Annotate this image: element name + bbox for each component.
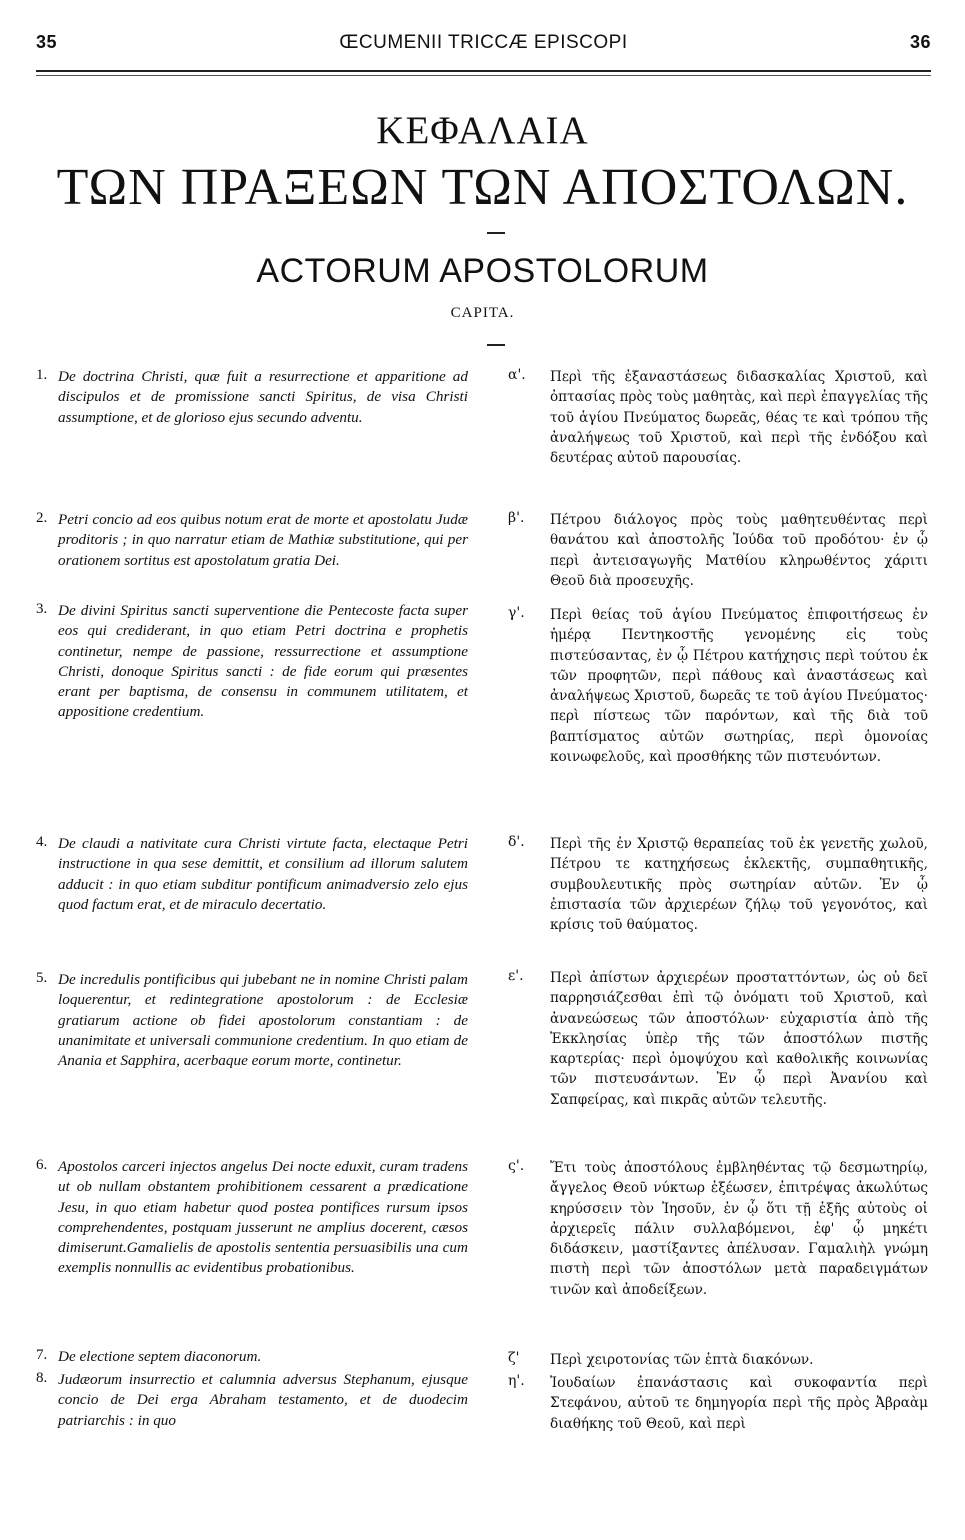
greek-chapter-1 <box>508 367 928 468</box>
chapter-number: 8. <box>36 1370 48 1386</box>
chapter-text: De claudi a nativitate cura Christi virtute facta, electaque Petri instructione in qua sese demittit, et consilium ad illorum salutem adducit : in quo etiam subditur pontificum animadversio zelo ejus quod factum erat, et de miraculo decertatio. <box>58 835 468 913</box>
chapter-text: Περὶ χειροτονίας τῶν ἑπτὰ διακόνων. <box>550 1352 814 1368</box>
latin-chapter-3 <box>36 601 468 723</box>
running-head <box>36 32 931 62</box>
latin-title-line1: ACTORUM APOSTOLORUM <box>256 252 709 290</box>
chapter-number: 4. <box>36 834 48 850</box>
chapter-text: Περὶ τῆς ἐν Χριστῷ θεραπείας τοῦ ἐκ γενετῆς χωλοῦ, Πέτρου τε κατηχήσεως ἐκλεκτῆς, συμπαθητικῆς, συμβουλευτικῆς πρὸς σωτηρίαν αὐτῶν. Ἐν ᾧ ἐπιστασία τῶν ἀρχιερέων ζήλῳ τοῦ γεγονότος, καὶ κρίσις τοῦ θαύματος. <box>550 836 928 934</box>
chapter-text: Judæorum insurrectio et calumnia adversus Stephanum, ejusque concio de Dei erga Abraham testamento, et de duodecim patriarchis : in quo <box>58 1371 468 1429</box>
chapter-text: De incredulis pontificibus qui jubebant ne in nomine Christi palam loquerentur, et redintegratione apostolorum : de Ecclesiæ gratiarum actione ob fidei apostolorum constantiam : de unanimitate et universali communione credentium. In quo etiam de Anania et Sapphira, acerbaque eorum morte, continetur. <box>58 971 468 1070</box>
greek-chapter-6 <box>508 1158 928 1300</box>
chapter-text: De divini Spiritus sancti superventione die Pentecoste facta super eos qui crediderant, in quo etiam Petri doctrina e prophetis continetur, nempe de passione, ressurrectione et assumptione Christi, donoque Spiritus sancti : de fide eorum qui præsentes erant per baptisma, de consensu in communem utilitatem, et appositione credentium. <box>58 602 468 721</box>
greek-title-line1: ΚΕΦΑΛΑΙΑ <box>376 109 589 152</box>
header-rule <box>36 70 931 72</box>
chapter-number: γ'. <box>508 605 525 621</box>
latin-chapter-1 <box>36 367 468 428</box>
subtitle-divider <box>487 344 505 346</box>
chapter-number: 7. <box>36 1347 48 1363</box>
latin-chapter-7 <box>36 1347 468 1367</box>
chapter-text: Πέτρου διάλογος πρὸς τοὺς μαθητευθέντας περὶ θανάτου καὶ ἀποστολῆς Ἰούδα τοῦ προδότου· ἐν ᾧ περὶ ἀντεισαγωγῆς Ματθίου κληρωθέντος χάριτι Θεοῦ διὰ προσευχῆς. <box>550 512 928 589</box>
chapter-number: β'. <box>508 510 525 526</box>
chapter-text: Περὶ τῆς ἐξαναστάσεως διδασκαλίας Χριστοῦ, καὶ ὀπτασίας πρὸς τοὺς μαθητὰς, καὶ περὶ ἐπαγγελίας τῆς τοῦ ἁγίου Πνεύματος δωρεᾶς, θέας τε καὶ τρόπου τῆς ἀναλήψεως τοῦ Χριστοῦ, καὶ περὶ τῆς ἐνδόξου καὶ δευτέρας αὐτοῦ παρουσίας. <box>550 369 928 467</box>
running-title: ŒCUMENII TRICCÆ EPISCOPI <box>339 32 628 53</box>
chapter-number: ζ' <box>508 1350 520 1366</box>
header-rule-thin <box>36 75 931 76</box>
chapter-text: Petri concio ad eos quibus notum erat de morte et apostolatu Judæ proditoris ; in quo narratur etiam de Mathiæ substitutione, qui per orationem sortitus est apostolatum gratia Dei. <box>58 511 468 569</box>
latin-chapter-8 <box>36 1370 468 1431</box>
latin-chapter-6 <box>36 1157 468 1279</box>
latin-chapter-4 <box>36 834 468 915</box>
chapter-text: Ἔτι τοὺς ἀποστόλους ἐμβληθέντας τῷ δεσμωτηρίῳ, ἄγγελος Θεοῦ νύκτωρ ἐξέωσεν, ἐπιτρέψας ἀκωλύτως κηρύσσειν τὸν Ἰησοῦν, ἐν ᾧ ὅτι τῇ ἑξῆς αὐτοὺς οἱ ἀρχιερεῖς πάλιν συλλαβόμενοι, ἐφ' ᾧ μηκέτι διδάσκειν, μαστίξαντες ἀπέλυσαν. Γαμαλιὴλ γνώμη πιστὴ περὶ τῶν ἀποστόλων μετὰ παραδειγμάτων τινῶν καὶ ἀποδείξεων. <box>550 1160 928 1298</box>
chapter-number: 3. <box>36 601 48 617</box>
greek-chapter-7 <box>508 1350 928 1370</box>
greek-title-line2: ΤΩΝ ΠΡΑΞΕΩΝ ΤΩΝ ΑΠΟΣΤΟΛΩΝ. <box>56 159 909 216</box>
chapter-number: 2. <box>36 510 48 526</box>
page-number-left: 35 <box>36 32 58 52</box>
page-number-right: 36 <box>909 32 931 52</box>
latin-chapter-2 <box>36 510 468 571</box>
chapter-number: δ'. <box>508 834 525 850</box>
chapter-text: De doctrina Christi, quæ fuit a resurrectione et apparitione ad discipulos et de promissione sancti Spiritus, de visa Christi assumptione, et de glorioso ejus secundo adventu. <box>58 368 468 426</box>
latin-title-line2: CAPITA. <box>450 305 515 321</box>
chapter-number: η'. <box>508 1373 525 1389</box>
chapter-text: Apostolos carceri injectos angelus Dei nocte eduxit, curam tradens ut ob nullam obstantem prohibitionem cessarent a prædicatione Jesu, in quo etiam habetur quod postea pontifices rursum ipsos comprehendentes, postquam jusserunt ne amplius docerent, cæsos dimiserunt.Gamalielis de apostolis sententia persuasibilis una cum exemplis nonnullis ac evidentibus probationibus. <box>58 1158 468 1277</box>
chapter-number: ε'. <box>508 968 524 984</box>
chapter-number: ς'. <box>508 1158 525 1174</box>
greek-chapter-2 <box>508 510 928 591</box>
chapter-text: Περὶ θείας τοῦ ἁγίου Πνεύματος ἐπιφοιτήσεως ἐν ἡμέρᾳ Πεντηκοστῆς γενομένης εἰς τοὺς πιστεύσαντας, ἐν ᾧ Πέτρου κατήχησις περὶ τούτου ἐκ τῶν προφητῶν, περὶ πάθους καὶ ἀναστάσεως καὶ ἀναλήψεως Χριστοῦ, δωρεᾶς τε τοῦ ἁγίου Πνεύματος· περὶ πίστεως τῶν παρόντων, καὶ τῆς διὰ τοῦ βαπτίσματος αὐτῶν σωτηρίας, περὶ ὁμονοίας κοινωφελοῦς, καὶ προσθήκης τῶν πιστευόντων. <box>550 607 928 766</box>
greek-chapter-4 <box>508 834 928 935</box>
chapter-number: 5. <box>36 970 48 986</box>
title-divider <box>487 232 505 234</box>
chapter-text: Περὶ ἀπίστων ἀρχιερέων προσταττόντων, ὡς οὐ δεῖ παρρησιάζεσθαι ἐπὶ τῷ ὀνόματι τοῦ Χριστοῦ, καὶ ἀνανεώσεως τῶν ἀποστόλων· εὐχαριστία ἀπὸ τῆς Ἐκκλησίας ὑπὲρ τῆς τῶν ἀποστόλων πιστῆς καρτερίας· περὶ ὁμοψύχου καὶ καθολικῆς κοινωνίας τῶν πιστευσάντων. Ἐν ᾧ περὶ Ἀνανίου καὶ Σαπφείρας, καὶ πικρᾶς αὐτῶν τελευτῆς. <box>550 970 928 1108</box>
greek-chapter-3 <box>508 605 928 767</box>
greek-chapter-5 <box>508 968 928 1110</box>
chapter-text: Ἰουδαίων ἐπανάστασις καὶ συκοφαντία περὶ Στεφάνου, αὐτοῦ τε δημηγορία περὶ τῆς πρὸς Ἀβραὰμ διαθήκης τοῦ Θεοῦ, καὶ περὶ <box>550 1375 928 1432</box>
chapter-number: α'. <box>508 367 526 383</box>
chapter-number: 1. <box>36 367 48 383</box>
chapter-text: De electione septem diaconorum. <box>58 1348 262 1365</box>
chapter-number: 6. <box>36 1157 48 1173</box>
latin-chapter-5 <box>36 970 468 1071</box>
greek-chapter-8 <box>508 1373 928 1434</box>
